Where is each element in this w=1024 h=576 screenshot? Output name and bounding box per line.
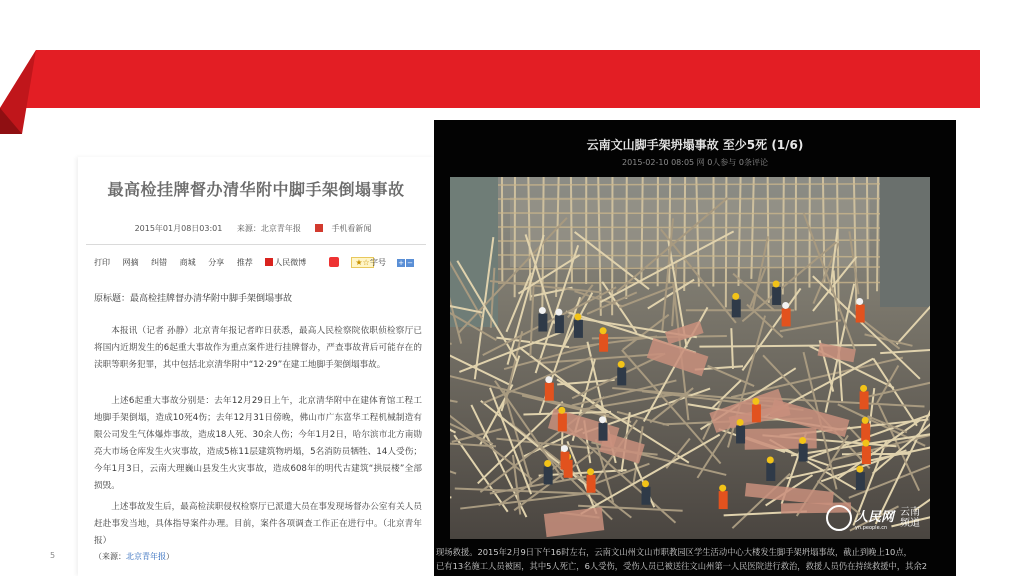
font-smaller-button[interactable]: − [407, 259, 413, 267]
divider [86, 244, 426, 245]
photo-caption [436, 545, 954, 573]
article-source-footer: （来源：北京青年报） [94, 552, 174, 561]
article-paragraph: 上述6起重大事故分别是：去年12月29日上午，北京清华附中在建体育馆工程工地脚手架倒塌，造成10死4伤；去年12月31日傍晚，佛山市广东富华工程机械制造有限公司发生气体爆炸事故，造成18人死、30余人伤；今年1月2日，哈尔滨市北方南勋亮大市场仓库发生火灾事故，造成5栋11层建筑物坍塌，5名消防员牺牲、14人受伤；今年1月3日，云南大理巍山县发生火灾事故，造成608年的明代古建筑“拱辰楼”全部损毁。 [94, 396, 422, 491]
article-paragraph: 上述事故发生后，最高检渎职侵权检察厅已派遣大员在事发现场督办公室有关人员赶赴事发当地，具体指导案件办理。目前，案件各项调查工作正在进行中。（北京青年报） [94, 502, 422, 546]
print-link[interactable]: 打印 [94, 258, 110, 267]
font-size-label: 字号 [370, 258, 386, 267]
article-title: 最高检挂牌督办清华附中脚手架倒塌事故 [107, 180, 405, 199]
share-icon[interactable] [329, 257, 339, 267]
article-paragraph: 本报讯（记者 孙静）北京青年报记者昨日获悉，最高人民检察院依职侦检察厅已将国内近期发生的6起重大事故作为重点案件进行挂牌督办，严查事故背后可能存在的渎职等职务犯罪，其中包括北京清华附中“12·29”在建工地脚手架倒塌事故。 [94, 326, 422, 370]
watermark-channel: 频道 [900, 518, 920, 529]
article-source: 来源：北京青年报 [236, 224, 301, 233]
collapse-scene-photo [450, 177, 930, 539]
page-number: 5 [50, 551, 56, 560]
phone-icon [315, 224, 323, 232]
news-article-screenshot [78, 157, 434, 576]
article-meta [78, 223, 434, 234]
people-net-watermark [826, 505, 920, 531]
recommend-link[interactable]: 推荐 [236, 258, 253, 267]
caption-line: 现场救援。2015年2月9日下午16时左右，云南文山州文山市职教园区学生活动中心大楼发生脚手架坍塌事故，截止到晚上10点， [436, 547, 912, 557]
weibo-link[interactable]: 人民微博 [265, 258, 316, 267]
photo-meta: 2015-02-10 08:05 网 0人参与 0条评论 [622, 158, 768, 167]
people-logo-icon [265, 258, 273, 266]
scaffold-collapse-illustration [450, 177, 930, 539]
article-date: 2015年01月08日03:01 [134, 224, 223, 233]
font-larger-button[interactable]: + [398, 259, 404, 267]
favorite-button[interactable]: ★☆ [351, 257, 373, 268]
mobile-news-link[interactable]: 手机看新闻 [315, 224, 377, 233]
people-logo-icon [826, 505, 852, 531]
photo-news-screenshot [434, 120, 956, 576]
watermark-brand: 人民网 [854, 509, 894, 525]
mall-link[interactable]: 商城 [179, 258, 196, 267]
photo-title: 云南文山脚手架坍塌事故 至少5死 (1/6) [586, 138, 804, 152]
caption-line: 已有13名施工人员被困，其中5人死亡，6人受伤，受伤人员已被送往文山州第一人民医院进行救治，救援人员仍在持续救援中，其余2 [436, 561, 928, 571]
error-link[interactable]: 纠错 [151, 258, 168, 267]
watermark-region: 云南 [900, 507, 920, 518]
watermark-url: yn.people.cn [854, 524, 888, 531]
source-link[interactable]: 北京青年报 [126, 552, 166, 561]
article-toolbar [94, 257, 424, 268]
web-link[interactable]: 网摘 [122, 258, 139, 267]
font-size-control [370, 257, 414, 268]
article-subhead: 原标题：最高检挂牌督办清华附中脚手架倒塌事故 [94, 294, 293, 304]
share-link[interactable]: 分享 [208, 258, 225, 267]
